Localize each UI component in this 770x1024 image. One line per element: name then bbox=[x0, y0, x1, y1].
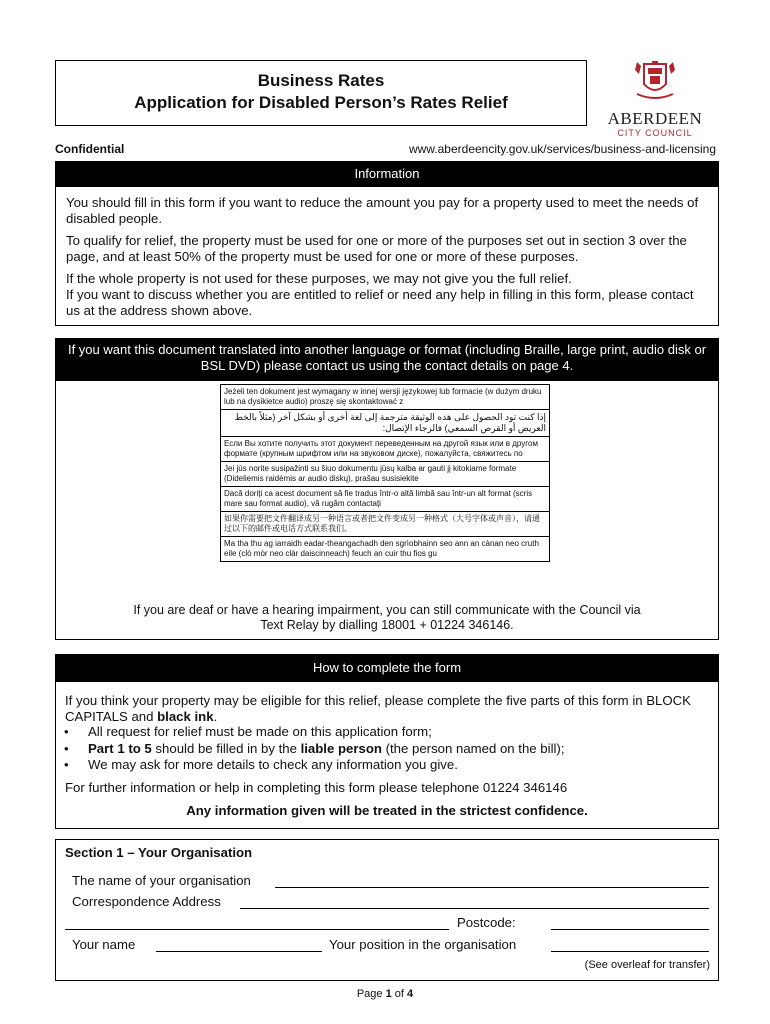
language-lithuanian: Jei jūs norite susipažinti su šiuo dokumentu jūsų kalba ar gauti jį kitokiame formate (Dideliemis raidėmis ar audio diskų), prašau susisiekite bbox=[221, 462, 550, 487]
aberdeen-crest-icon bbox=[631, 60, 679, 102]
how-intro bbox=[65, 693, 705, 725]
page-prefix: Page bbox=[356, 988, 386, 1000]
text-relay-line-2: Text Relay by dialling 18001 + 01224 346146. bbox=[260, 618, 514, 632]
translation-heading: If you want this document translated into another language or format (including Braille, large print, audio disk or BSL DVD) please contact us using the contact details on page 4. bbox=[55, 338, 719, 381]
information-paragraph-1: You should fill in this form if you want to reduce the amount you pay for a property used to meet the needs of disabled people. bbox=[66, 195, 699, 226]
language-chinese: 如果你需要把文件翻译成另一种语言或者把文件变成另一种格式（大号字体或声音），请通过以下的邮件或电话方式联系我们。 bbox=[221, 512, 550, 537]
how-intro-text: If you think your property may be eligible for this relief, please complete the five parts of this form in BLOCK CAPITALS and bbox=[65, 693, 691, 724]
bullet-2-bold-2: liable person bbox=[300, 740, 382, 756]
how-intro-bold: black ink bbox=[157, 709, 214, 724]
form-category: Business Rates bbox=[257, 71, 385, 90]
postcode-label: Postcode: bbox=[457, 915, 516, 930]
text-relay-line-1: If you are deaf or have a hearing impairment, you can still communicate with the Council via bbox=[133, 603, 641, 617]
bullet-2-mid: should be filled in by the bbox=[151, 740, 301, 756]
overleaf-note: (See overleaf for transfer) bbox=[584, 959, 710, 971]
language-polish: Jeżeli ten dokument jest wymagany w innej wersji językowej lub formacie (w dużym druku lub na dysikietce audio) proszę się skontaktować z bbox=[221, 385, 550, 410]
section-1-title: Section 1 – Your Organisation bbox=[65, 845, 253, 860]
org-name-field[interactable] bbox=[275, 887, 709, 888]
page-of: of bbox=[391, 988, 408, 1000]
information-panel bbox=[55, 187, 719, 326]
how-intro-end: . bbox=[213, 709, 218, 724]
bullet-2-end: (the person named on the bill); bbox=[381, 740, 565, 756]
bullet-2-bold-1: Part 1 to 5 bbox=[88, 740, 152, 756]
title-box bbox=[55, 60, 587, 126]
language-table bbox=[220, 384, 550, 562]
website-url[interactable]: www.aberdeencity.gov.uk/services/business-and-licensing bbox=[408, 142, 716, 156]
your-name-label: Your name bbox=[72, 937, 136, 952]
council-logo bbox=[600, 60, 710, 140]
logo-wordmark: ABERDEEN bbox=[607, 109, 703, 128]
language-gaelic: Ma tha thu ag iarraidh eadar-theangachadh den sgrìobhainn seo ann an cànan neo cruth eile (clò mòr neo clàr daiscinneach) feuch an cuir thu fios gu bbox=[221, 537, 550, 562]
list-item bbox=[62, 741, 565, 758]
postcode-field[interactable] bbox=[551, 929, 709, 930]
position-field[interactable] bbox=[551, 951, 709, 952]
telephone-note: For further information or help in completing this form please telephone 01224 346146 bbox=[65, 780, 568, 795]
text-relay-note bbox=[55, 603, 719, 633]
language-romanian: Dacă doriți ca acest document să fie tradus într-o altă limbă sau într-un alt format (scris mare sau format audio), vă rugăm contactați bbox=[221, 487, 550, 512]
information-paragraph-3: If the whole property is not used for these purposes, we may not give you the full relief. bbox=[66, 271, 572, 286]
confidence-note: Any information given will be treated in the strictest confidence. bbox=[186, 803, 588, 818]
information-paragraph-2: To qualify for relief, the property must be used for one or more of the purposes set out in section 3 over the page, and at least 50% of the property must be used for one or more of these purposes. bbox=[66, 233, 687, 264]
page-number bbox=[0, 988, 770, 1000]
org-name-label: The name of your organisation bbox=[72, 873, 251, 888]
bullet-3-text: We may ask for more details to check any information you give. bbox=[88, 757, 458, 772]
address-field-line-1[interactable] bbox=[240, 908, 709, 909]
address-field-line-2[interactable] bbox=[65, 929, 449, 930]
form-title: Application for Disabled Person’s Rates Relief bbox=[134, 93, 508, 112]
position-label: Your position in the organisation bbox=[329, 937, 517, 952]
bullet-1-text: All request for relief must be made on this application form; bbox=[88, 724, 432, 739]
list-item bbox=[62, 724, 565, 741]
your-name-field[interactable] bbox=[156, 951, 322, 952]
page-total: 4 bbox=[407, 988, 414, 1000]
how-bullet-list bbox=[62, 724, 565, 774]
address-label: Correspondence Address bbox=[72, 894, 221, 909]
confidential-label: Confidential bbox=[55, 142, 125, 156]
information-heading: Information bbox=[55, 161, 719, 187]
list-item bbox=[62, 757, 565, 774]
information-paragraph-4: If you want to discuss whether you are entitled to relief or need any help in filling in this form, please contact us at the address shown above. bbox=[66, 287, 694, 318]
page-current: 1 bbox=[385, 988, 392, 1000]
logo-subtitle: CITY COUNCIL bbox=[617, 128, 693, 138]
language-arabic: إذا كنت تود الحصول على هذه الوثيقة مترجمة إلى لغة أخرى أو بشكل آخر (مثلاً بالخط العريض أو القرص السمعي) فالرجاء الإتصال: bbox=[221, 410, 550, 437]
language-russian: Если Вы хотите получить этот документ переведенным на другой язык или в другом формате (крупным шрифтом или на звуковом диске), пожалуйста, свяжитесь по bbox=[221, 437, 550, 462]
how-to-complete-heading: How to complete the form bbox=[55, 654, 719, 682]
